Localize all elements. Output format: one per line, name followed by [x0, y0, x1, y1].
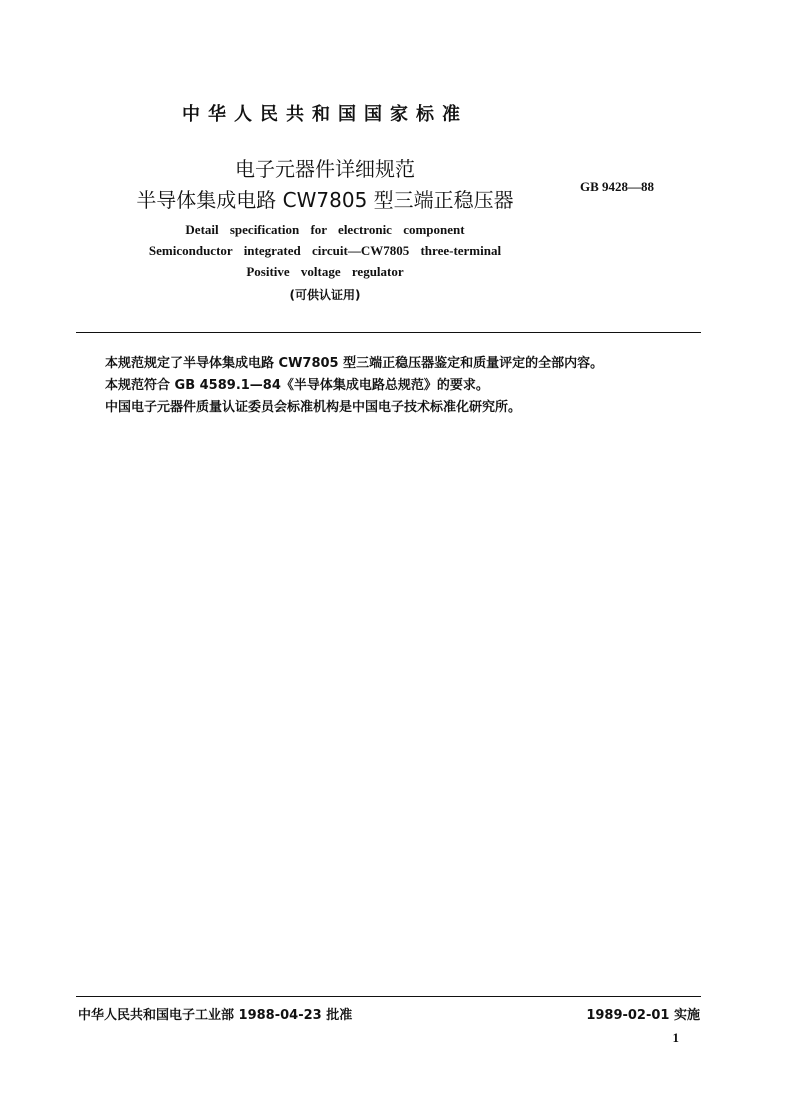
- national-standard-heading: 中华人民共和国国家标准: [182, 104, 468, 125]
- intro-paragraph-1: 本规范规定了半导体集成电路 CW7805 型三端正稳压器鉴定和质量评定的全部内容。: [105, 356, 604, 371]
- english-title-line2: Semiconductor integrated circuit—CW7805 three-terminal: [148, 243, 502, 258]
- implementation-date: 1989-02-01 实施: [586, 1008, 700, 1023]
- document-title-line1: 电子元器件详细规范: [235, 157, 415, 181]
- page-number: 1: [672, 1030, 679, 1045]
- document-title-line2: 半导体集成电路 CW7805 型三端正稳压器: [136, 188, 514, 212]
- english-title-line1: Detail specification for electronic component: [185, 222, 465, 237]
- footer-divider: [76, 996, 701, 997]
- standard-number: GB 9428—88: [580, 179, 655, 194]
- certification-note: (可供认证用): [289, 288, 361, 302]
- intro-paragraph-3: 中国电子元器件质量认证委员会标准机构是中国电子技术标准化研究所。: [105, 400, 522, 415]
- english-title-line3: Positive voltage regulator: [246, 264, 404, 279]
- header-divider: [76, 332, 701, 333]
- approval-info: 中华人民共和国电子工业部 1988-04-23 批准: [78, 1008, 353, 1023]
- intro-paragraph-2: 本规范符合 GB 4589.1—84《半导体集成电路总规范》的要求。: [105, 378, 489, 393]
